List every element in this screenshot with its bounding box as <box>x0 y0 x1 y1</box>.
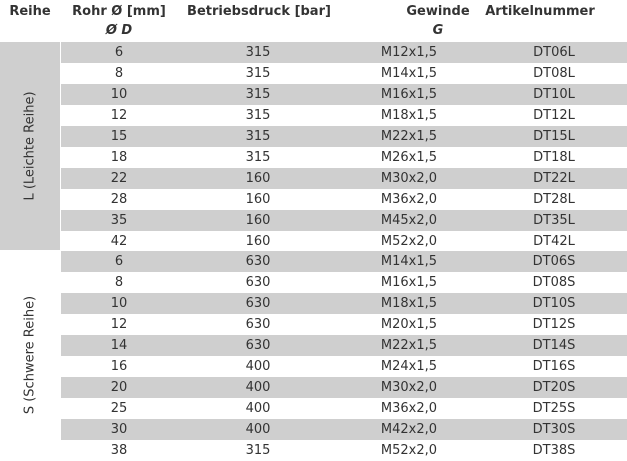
cell-diameter: 18 <box>110 150 128 165</box>
cell-article: DT12L <box>533 108 575 123</box>
cell-pressure: 160 <box>245 171 271 186</box>
cell-diameter: 12 <box>110 108 128 123</box>
cell-thread: M18x1,5 <box>380 108 438 123</box>
cell-thread: M18x1,5 <box>380 296 438 311</box>
cell-thread: M52x2,0 <box>380 443 438 458</box>
cell-pressure: 315 <box>245 66 271 81</box>
cell-diameter: 10 <box>110 296 128 311</box>
table-row <box>61 272 627 293</box>
cell-thread: M45x2,0 <box>380 213 438 228</box>
table-row <box>61 126 627 147</box>
table-row <box>61 42 627 63</box>
cell-thread: M16x1,5 <box>380 87 438 102</box>
cell-diameter: 20 <box>110 380 128 395</box>
cell-article: DT15L <box>533 129 575 144</box>
group-heavy <box>0 251 60 459</box>
header-druck-label: Betriebsdruck [bar] <box>187 4 331 19</box>
cell-diameter: 8 <box>114 66 124 81</box>
cell-thread: M14x1,5 <box>380 254 438 269</box>
cell-pressure: 160 <box>245 234 271 249</box>
cell-diameter: 35 <box>110 213 128 228</box>
table-row <box>61 419 627 440</box>
cell-thread: M22x1,5 <box>380 129 438 144</box>
cell-article: DT28L <box>533 192 575 207</box>
cell-article: DT06L <box>533 45 575 60</box>
cell-diameter: 38 <box>110 443 128 458</box>
header-rohr-label: Rohr Ø [mm] <box>72 4 166 19</box>
table-row <box>61 147 627 168</box>
header-reihe <box>0 0 60 42</box>
table-row <box>61 231 627 252</box>
group-light-label: L (Leichte Reihe) <box>22 91 38 201</box>
table-row <box>61 251 627 272</box>
group-light <box>0 42 60 250</box>
cell-pressure: 315 <box>245 129 271 144</box>
cell-thread: M42x2,0 <box>380 422 438 437</box>
header-druck <box>178 0 340 42</box>
cell-article: DT08L <box>533 66 575 81</box>
cell-diameter: 16 <box>110 359 128 374</box>
table-row <box>61 440 627 461</box>
header-artikel-label: Artikelnummer <box>485 4 595 19</box>
cell-article: DT35L <box>533 213 575 228</box>
cell-diameter: 6 <box>114 45 124 60</box>
cell-article: DT18L <box>533 150 575 165</box>
cell-article: DT10L <box>533 87 575 102</box>
cell-pressure: 160 <box>245 192 271 207</box>
cell-article: DT25S <box>532 401 576 416</box>
table-row <box>61 63 627 84</box>
group-heavy-label: S (Schwere Reihe) <box>22 295 38 415</box>
table-row <box>61 398 627 419</box>
cell-article: DT20S <box>532 380 576 395</box>
cell-article: DT14S <box>532 338 576 353</box>
cell-thread: M14x1,5 <box>380 66 438 81</box>
cell-pressure: 160 <box>245 213 271 228</box>
cell-pressure: 315 <box>245 443 271 458</box>
cell-thread: M26x1,5 <box>380 150 438 165</box>
cell-diameter: 8 <box>114 275 124 290</box>
cell-diameter: 15 <box>110 129 128 144</box>
header-rohr-sub: Ø D <box>105 23 133 38</box>
cell-thread: M52x2,0 <box>380 234 438 249</box>
cell-thread: M36x2,0 <box>380 192 438 207</box>
cell-thread: M16x1,5 <box>380 275 438 290</box>
table-row <box>61 293 627 314</box>
header-artikel <box>470 0 610 42</box>
cell-diameter: 42 <box>110 234 128 249</box>
table-row <box>61 210 627 231</box>
cell-thread: M22x1,5 <box>380 338 438 353</box>
cell-pressure: 315 <box>245 108 271 123</box>
cell-pressure: 400 <box>245 422 271 437</box>
cell-article: DT42L <box>533 234 575 249</box>
table-row <box>61 189 627 210</box>
table-row <box>61 168 627 189</box>
header-gewinde-label: Gewinde <box>406 4 470 19</box>
cell-thread: M24x1,5 <box>380 359 438 374</box>
table-row <box>61 84 627 105</box>
cell-thread: M20x1,5 <box>380 317 438 332</box>
header-rohr <box>60 0 178 42</box>
cell-pressure: 315 <box>245 150 271 165</box>
header-gewinde-sub: G <box>432 23 444 38</box>
cell-article: DT38S <box>532 443 576 458</box>
cell-pressure: 630 <box>245 338 271 353</box>
cell-article: DT10S <box>532 296 576 311</box>
cell-diameter: 28 <box>110 192 128 207</box>
cell-thread: M30x2,0 <box>380 380 438 395</box>
cell-diameter: 12 <box>110 317 128 332</box>
table-row <box>61 377 627 398</box>
cell-pressure: 400 <box>245 380 271 395</box>
table-row <box>61 314 627 335</box>
cell-thread: M36x2,0 <box>380 401 438 416</box>
cell-article: DT30S <box>532 422 576 437</box>
cell-pressure: 315 <box>245 45 271 60</box>
cell-pressure: 630 <box>245 317 271 332</box>
cell-pressure: 400 <box>245 401 271 416</box>
cell-diameter: 10 <box>110 87 128 102</box>
cell-article: DT08S <box>532 275 576 290</box>
cell-diameter: 30 <box>110 422 128 437</box>
cell-pressure: 630 <box>245 254 271 269</box>
cell-thread: M12x1,5 <box>380 45 438 60</box>
cell-pressure: 630 <box>245 296 271 311</box>
cell-pressure: 400 <box>245 359 271 374</box>
cell-thread: M30x2,0 <box>380 171 438 186</box>
table-row <box>61 335 627 356</box>
cell-pressure: 315 <box>245 87 271 102</box>
cell-article: DT22L <box>533 171 575 186</box>
header-reihe-label: Reihe <box>9 4 51 19</box>
table-row <box>61 356 627 377</box>
cell-diameter: 25 <box>110 401 128 416</box>
cell-diameter: 14 <box>110 338 128 353</box>
cell-pressure: 630 <box>245 275 271 290</box>
cell-diameter: 6 <box>114 254 124 269</box>
cell-article: DT06S <box>532 254 576 269</box>
cell-diameter: 22 <box>110 171 128 186</box>
table-row <box>61 105 627 126</box>
cell-article: DT12S <box>532 317 576 332</box>
cell-article: DT16S <box>532 359 576 374</box>
